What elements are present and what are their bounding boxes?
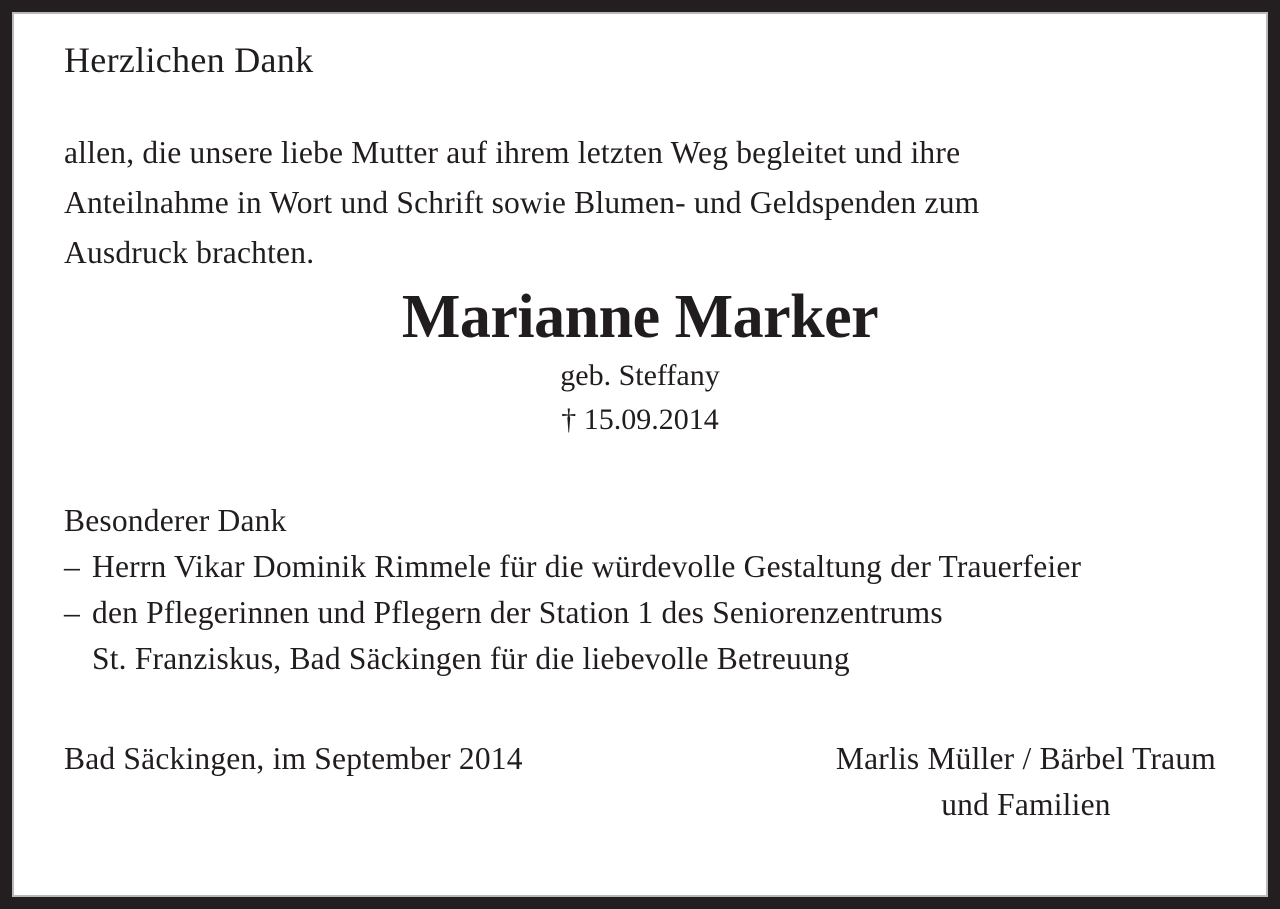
intro-line: allen, die unsere liebe Mutter auf ihrem letzten Weg begleitet und ihre xyxy=(64,135,961,170)
deceased-death-date: † 15.09.2014 xyxy=(561,403,719,436)
deceased-name: Marianne Marker xyxy=(401,283,879,351)
special-thanks-item-line: den Pflegerinnen und Pflegern der Station 1 des Seniorenzentrums xyxy=(92,595,943,630)
deceased-block xyxy=(64,282,1216,440)
dash-bullet: – xyxy=(64,549,80,584)
special-thanks-heading: Besonderer Dank xyxy=(64,503,287,538)
signature-block xyxy=(836,736,1216,828)
special-thanks-item xyxy=(64,544,1216,590)
notice-content xyxy=(12,12,1268,828)
signature-names: Marlis Müller / Bärbel Traum xyxy=(835,741,1216,776)
closing-row xyxy=(64,736,1216,828)
intro-paragraph xyxy=(64,128,1216,278)
intro-line: Anteilnahme in Wort und Schrift sowie Blumen- und Geldspenden zum xyxy=(64,185,980,220)
special-thanks-item-text: Herrn Vikar Dominik Rimmele für die würdevolle Gestaltung der Trauerfeier xyxy=(92,549,1082,584)
signature-families: und Familien xyxy=(941,787,1111,822)
special-thanks-item xyxy=(64,590,1216,682)
intro-line: Ausdruck brachten. xyxy=(64,235,315,270)
dash-bullet: – xyxy=(64,595,80,630)
special-thanks-item-line: St. Franziskus, Bad Säckingen für die liebevolle Betreuung xyxy=(92,641,850,676)
deceased-maiden-name: geb. Steffany xyxy=(560,359,720,392)
notice-heading: Herzlichen Dank xyxy=(64,40,314,80)
special-thanks-item-text xyxy=(92,590,1216,682)
place-and-date: Bad Säckingen, im September 2014 xyxy=(64,741,523,776)
special-thanks-section xyxy=(64,498,1216,682)
